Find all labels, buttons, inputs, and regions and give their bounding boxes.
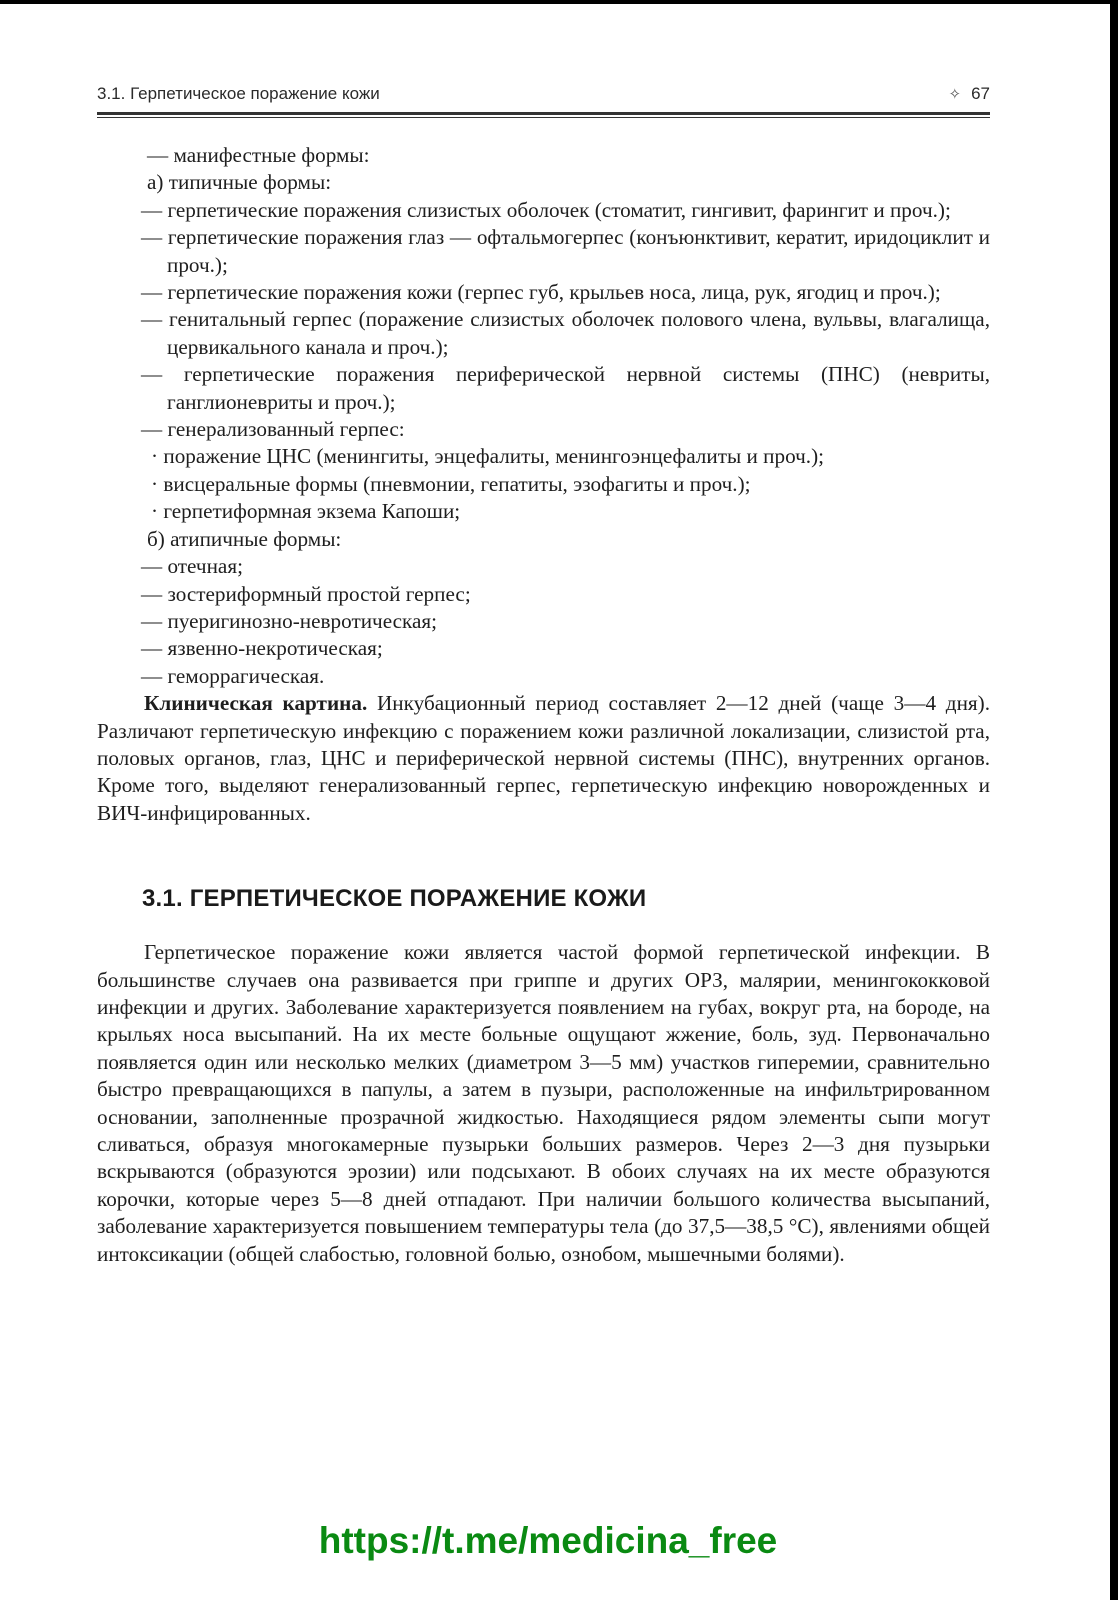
list-item-typical-label: а) типичные формы: (147, 170, 332, 195)
list-item: — отечная; (141, 554, 243, 579)
header-rule-thick (97, 112, 990, 115)
running-head (97, 84, 990, 108)
clinical-lead: Клиническая картина. (144, 691, 368, 716)
list-item: — зостериформный простой герпес; (141, 581, 471, 606)
classification-list (97, 142, 990, 827)
header-rule-thin (97, 117, 990, 118)
list-item-manifest: — манифестные формы: (147, 143, 370, 167)
clinical-text: Инкубационный период составляет 2—12 дней (чаще 3—4 дня). Различают герпетическую инфекцию с поражением кожи различной локализации, слизистой рта, половых органов, глаз, ЦНС и периферической нервной системы (ПНС), внутренних органов. Кроме того, выделяют генерализованный герпес, герпетическую инфекцию новорожденных и ВИЧ-инфицированных. (97, 691, 991, 825)
sub-list-item: · герпетиформная экзема Капоши; (151, 499, 461, 524)
list-item: — герпетические поражения кожи (герпес губ, крыльев носа, лица, рук, ягодиц и проч.); (141, 280, 941, 305)
list-item: — пуеригинозно-невротическая; (141, 608, 438, 633)
section-paragraph: Герпетическое поражение кожи является частой формой герпетической инфекции. В большинстве случаев она развивается при гриппе и других ОРЗ, малярии, менингококковой инфекции и других. Заболевание характеризуется появлением на губах, вокруг рта, на бороде, на крыльях носа высыпаний. На их месте больные ощущают жжение, боль, зуд. Первоначально появляется один или несколько мелких (диаметром 3—5 мм) участков гиперемии, сравнительно быстро превращающихся в папулы, а затем в пузыри, расположенные на инфильтрированном основании, заполненные прозрачной жидкостью. Находящиеся рядом элементы сыпи могут сливаться, образуя многокамерные пузырьки больших размеров. Через 2—3 дня пузырьки вскрываются (образуются эрозии) или подсыхают. В обоих случаях на их месте образуются корочки, которые через 5—8 дней отпадают. При наличии большого количества высыпаний, заболевание характеризуется повышением температуры тела (до 37,5—38,5 °С), явлениями общей интоксикации (общей слабостью, головной болью, ознобом, мышечными болями). (97, 940, 990, 1266)
ornament-icon: ✧ (948, 86, 962, 103)
list-item: — герпетические поражения периферической нервной системы (ПНС) (невриты, ганглионевриты и проч.); (141, 362, 990, 414)
list-item-atypical-label: б) атипичные формы: (147, 526, 342, 551)
page-number: 67 (971, 84, 990, 103)
running-title: 3.1. Герпетическое поражение кожи (97, 84, 380, 103)
list-item: — герпетические поражения слизистых оболочек (стоматит, гингивит, фарингит и проч.); (141, 197, 951, 222)
telegram-link[interactable]: https://t.me/medicina_free (318, 1520, 778, 1561)
list-item: — герпетические поражения глаз — офтальмогерпес (конъюнктивит, кератит, иридоциклит и проч.); (141, 225, 990, 277)
section-heading: 3.1. ГЕРПЕТИЧЕСКОЕ ПОРАЖЕНИЕ КОЖИ (142, 885, 647, 913)
viewer-top-border (0, 0, 1110, 4)
sub-list-item: · поражение ЦНС (менингиты, энцефалиты, менингоэнцефалиты и проч.); (151, 444, 825, 469)
viewer-right-border (1110, 0, 1118, 1600)
list-item: — геморрагическая. (141, 663, 325, 688)
page-number-group (949, 84, 991, 104)
clinical-paragraph (97, 690, 990, 827)
book-page (97, 84, 990, 1268)
sub-list-item: · висцеральные формы (пневмонии, гепатиты, эзофагиты и проч.); (151, 471, 751, 496)
list-item: — генерализованный герпес: (141, 417, 405, 442)
list-item: — генитальный герпес (поражение слизистых оболочек полового члена, вульвы, влагалища, цервикального канала и проч.); (141, 307, 990, 359)
list-item: — язвенно-некротическая; (141, 636, 383, 661)
